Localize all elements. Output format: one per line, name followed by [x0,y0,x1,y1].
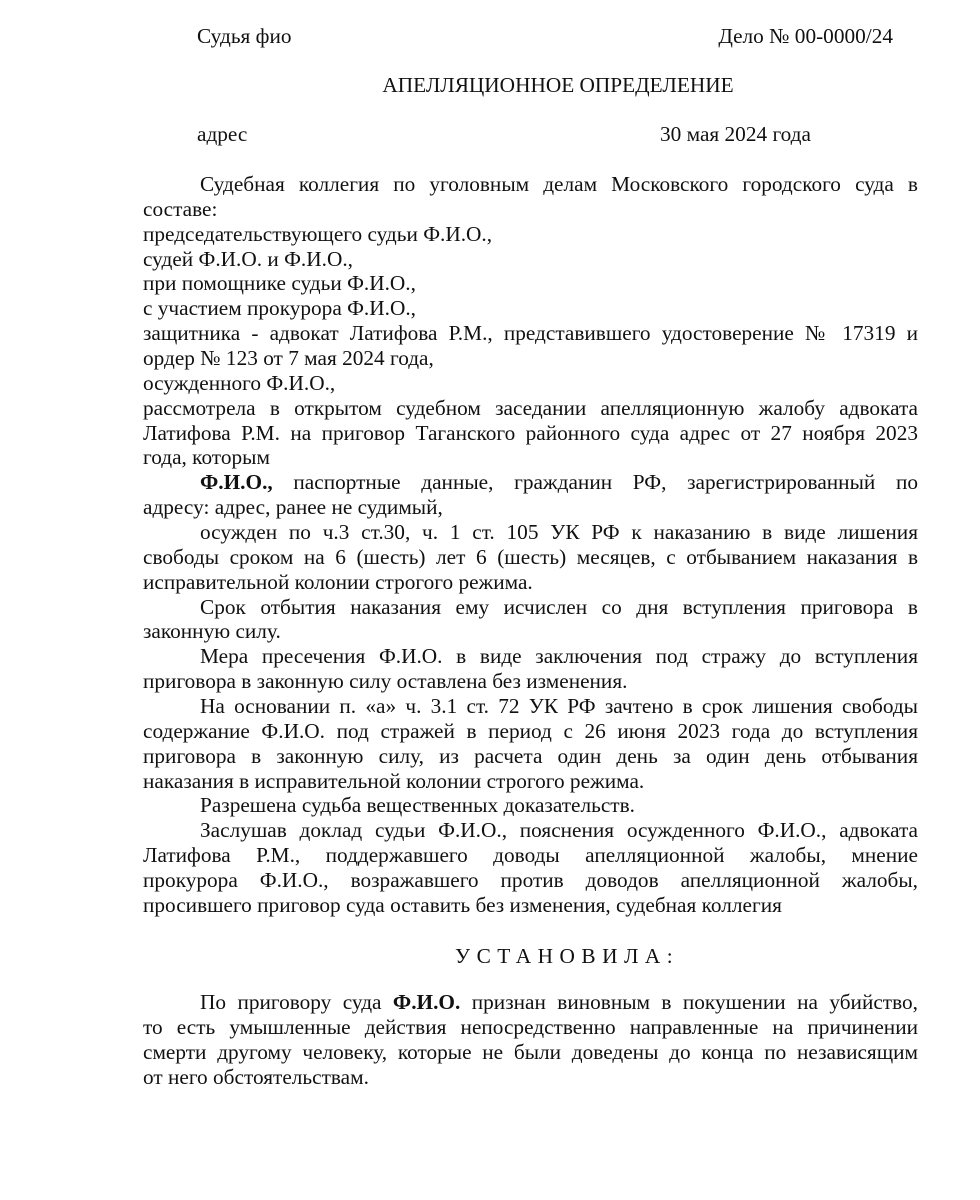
text-line: с участием прокурора Ф.И.О., [143,296,416,321]
text-line [143,470,918,495]
defendant-details: паспортные данные, гражданин РФ, зарегистрированный по [293,470,918,495]
text-line: рассмотрела в открытом судебном заседании апелляционную жалобу адвоката [143,395,918,420]
place: адрес [197,122,248,146]
text-line: Латифова Р.М. на приговор Таганского районного суда адрес от 27 ноября 2023 [143,420,918,445]
text-line: просившего приговор суда оставить без изменения, судебная коллегия [143,892,782,917]
convict-name: Ф.И.О. [392,990,461,1014]
text-line: Срок отбытия наказания ему исчислен со дня вступления приговора в [200,594,918,619]
text-line: наказания в исправительной колонии строгого режима. [143,768,645,793]
text-line: исправительной колонии строгого режима. [143,569,533,594]
text-line: Заслушав доклад судьи Ф.И.О., пояснения осужденного Ф.И.О., адвоката [200,818,918,843]
text-line: содержание Ф.И.О. под стражей в период с 26 июня 2023 года до вступления [143,718,918,743]
text-line: то есть умышленные действия непосредственно направленные на причинении [143,1014,918,1039]
findings-section [143,990,918,1089]
section-heading: УСТАНОВИЛА: [455,944,680,968]
text-line: года, которым [143,445,270,470]
text-line: осужденного Ф.И.О., [143,370,336,395]
text-line: председательствующего судьи Ф.И.О., [143,221,493,246]
text-line: Разрешена судьба вещественных доказательств. [200,793,635,818]
text-line: Мера пресечения Ф.И.О. в виде заключения под стражу до вступления [200,644,918,669]
case-number: Дело № 00-0000/24 [718,24,893,48]
intro-section [143,172,918,918]
text-line: На основании п. «а» ч. 3.1 ст. 72 УК РФ зачтено в срок лишения свободы [200,694,918,719]
text-line: приговора в законную силу, из расчета один день за один день отбывания [143,743,918,768]
text-line: законную силу. [143,619,281,644]
text-line: защитника - адвокат Латифова Р.М., представившего удостоверение № 17319 и [143,321,918,346]
defendant-name: Ф.И.О., [200,470,273,495]
document-date: 30 мая 2024 года [660,122,811,146]
text-line [143,990,918,1015]
text-line: судей Ф.И.О. и Ф.И.О., [143,246,353,271]
text-line: составе: [143,196,218,221]
judge-name: Судья фио [197,24,292,48]
text-line: адресу: адрес, ранее не судимый, [143,495,443,520]
text-line: приговора в законную силу оставлена без изменения. [143,669,628,694]
text-line: свободы сроком на 6 (шесть) лет 6 (шесть) месяцев, с отбыванием наказания в [143,544,918,569]
text-line: Судебная коллегия по уголовным делам Московского городского суда в [200,172,918,196]
findings-text: признан виновным в покушении на убийство, [471,990,918,1014]
text-line: Латифова Р.М., поддержавшего доводы апелляционной жалобы, мнение [143,843,918,868]
text-line: от него обстоятельствам. [143,1064,369,1089]
findings-prefix: По приговору суда [200,990,382,1014]
text-line: при помощнике судьи Ф.И.О., [143,271,416,296]
text-line: ордер № 123 от 7 мая 2024 года, [143,346,434,371]
text-line: прокурора Ф.И.О., возражавшего против доводов апелляционной жалобы, [143,868,918,893]
text-line: осужден по ч.3 ст.30, ч. 1 ст. 105 УК РФ к наказанию в виде лишения [200,520,918,545]
document-title: АПЕЛЛЯЦИОННОЕ ОПРЕДЕЛЕНИЕ [382,73,734,97]
text-line: смерти другому человеку, которые не были доведены до конца по независящим [143,1039,918,1064]
